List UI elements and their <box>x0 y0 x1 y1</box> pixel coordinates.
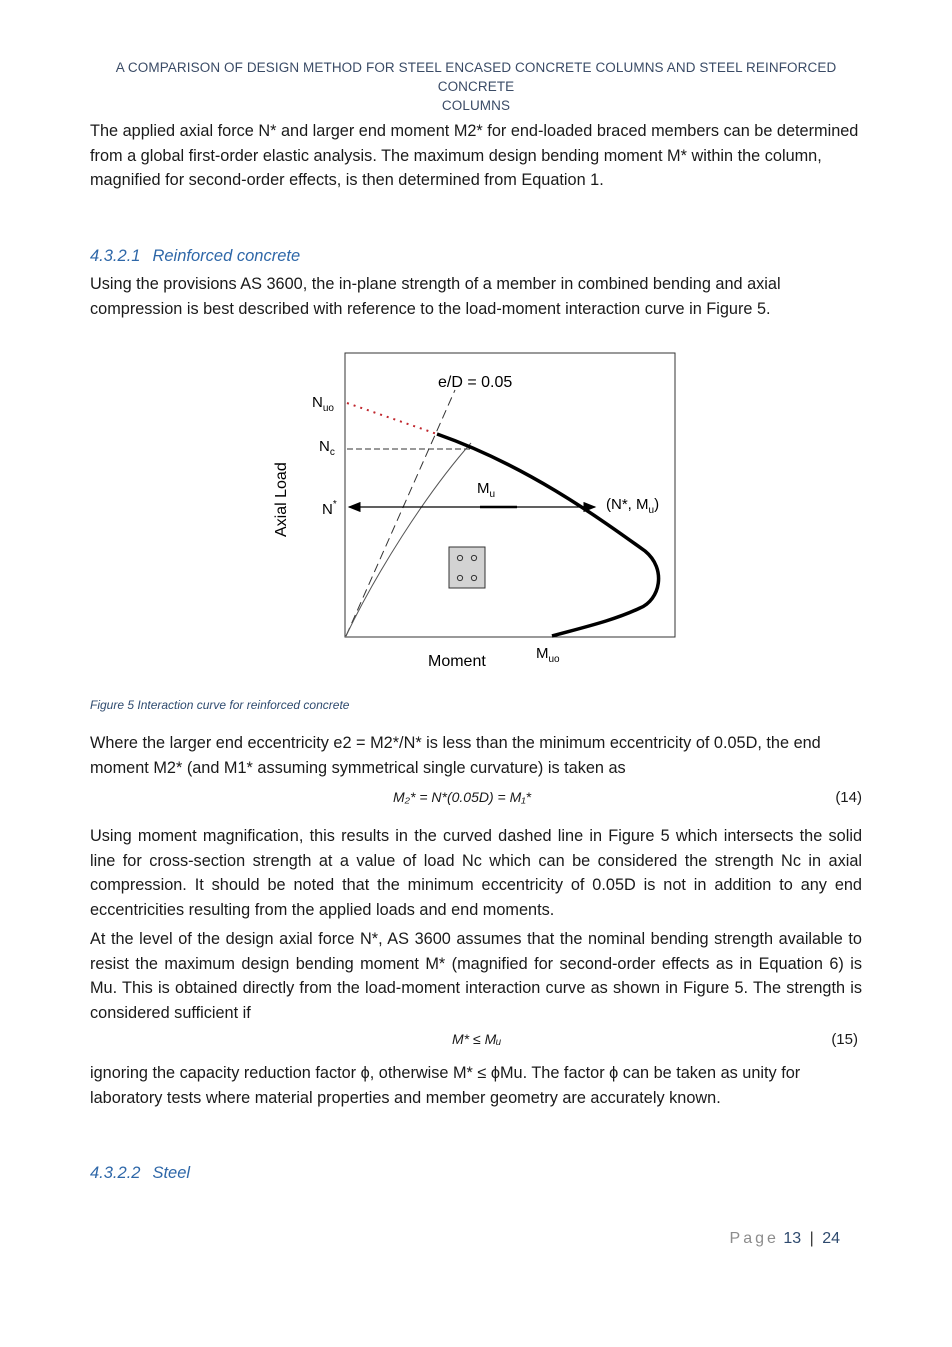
equation-15-number: (15) <box>831 1031 858 1048</box>
paragraph-design-axial-force: At the level of the design axial force N*, AS 3600 assumes that the nominal bending strength available to resist the maximum design bending moment M* (magnified for second-order effects as in Equation 6) is Mu. This is obtained directly from the load-moment interaction curve as shown in Figure 5. The strength is considered sufficient if <box>90 930 862 1022</box>
section-title: Reinforced concrete <box>152 247 301 265</box>
equation-14-text: M₂* = N*(0.05D) = M₁* <box>393 789 532 805</box>
page-word: Page <box>729 1230 779 1247</box>
equation-15 <box>90 1031 858 1051</box>
running-header <box>80 58 872 115</box>
nc-label: $N_c$ <box>319 438 335 458</box>
paragraph-capacity-factor: ignoring the capacity reduction factor ϕ, otherwise M* ≤ ϕMu. The factor ϕ can be taken as unity for laboratory tests where material properties and member geometry are accurately known. <box>90 1064 801 1107</box>
nuo-label: $N_{uo}$ <box>312 394 334 414</box>
paragraph-magnification: Using moment magnification, this results in the curved dashed line in Figure 5 which intersects the solid line for cross-section strength at a value of load Nc which can be considered the strength Nc in axial compression. It should be noted that the minimum eccentricity of 0.05D is not in addition to any end eccentricities resulting from the applied loads and end moments. <box>90 827 862 919</box>
page-separator: | <box>809 1230 814 1247</box>
point-label: (N*, $M_u$) <box>606 496 660 516</box>
page-total: 24 <box>822 1230 840 1247</box>
equation-15-text: M* ≤ Mᵤ <box>452 1031 502 1047</box>
page-current: 13 <box>783 1230 802 1247</box>
interaction-curve <box>437 434 659 636</box>
section-number: 4.3.2.2 <box>90 1164 141 1182</box>
page-footer <box>730 1230 840 1248</box>
eccentricity-dashed-line <box>346 390 455 636</box>
muo-label: $M_{uo}$ <box>536 645 560 665</box>
magnified-moment-curve <box>346 443 471 636</box>
interaction-curve-figure <box>255 345 695 675</box>
section-heading-4-3-2-2 <box>90 1164 190 1183</box>
paragraph-as3600: Using the provisions AS 3600, the in-plane strength of a member in combined bending and axial compression is best described with reference to the load-moment interaction curve in Figure 5. <box>90 275 781 318</box>
column-section-icon <box>449 547 485 588</box>
equation-14 <box>90 789 862 809</box>
red-dotted-line <box>347 403 437 434</box>
eccentricity-label: e/D = 0.05 <box>438 374 513 391</box>
equation-14-number: (14) <box>835 789 862 806</box>
section-number: 4.3.2.1 <box>90 247 141 265</box>
section-title: Steel <box>152 1164 191 1182</box>
nstar-label: N* <box>322 499 337 518</box>
paragraph-eccentricity: Where the larger end eccentricity e2 = M2*/N* is less than the minimum eccentricity of 0.05D, the end moment M2* (and M1* assuming symmetrical single curvature) is taken as <box>90 734 821 777</box>
figure-caption: Figure 5 Interaction curve for reinforced concrete <box>90 698 350 712</box>
mu-label: $M_u$ <box>477 480 496 500</box>
running-header-line-2: COLUMNS <box>441 98 511 113</box>
axis-y-label: Axial Load <box>273 462 290 537</box>
running-header-line-1: A COMPARISON OF DESIGN METHOD FOR STEEL ENCASED CONCRETE COLUMNS AND STEEL REINFORCED CONCRETE <box>115 60 837 94</box>
axis-x-label: Moment <box>428 653 486 670</box>
section-heading-4-3-2-1 <box>90 247 300 266</box>
paragraph-intro: The applied axial force N* and larger end moment M2* for end-loaded braced members can be determined from a global first-order elastic analysis. The maximum design bending moment M* within the column, magnified for second-order effects, is then determined from Equation 1. <box>90 122 859 189</box>
plot-frame <box>345 353 675 637</box>
